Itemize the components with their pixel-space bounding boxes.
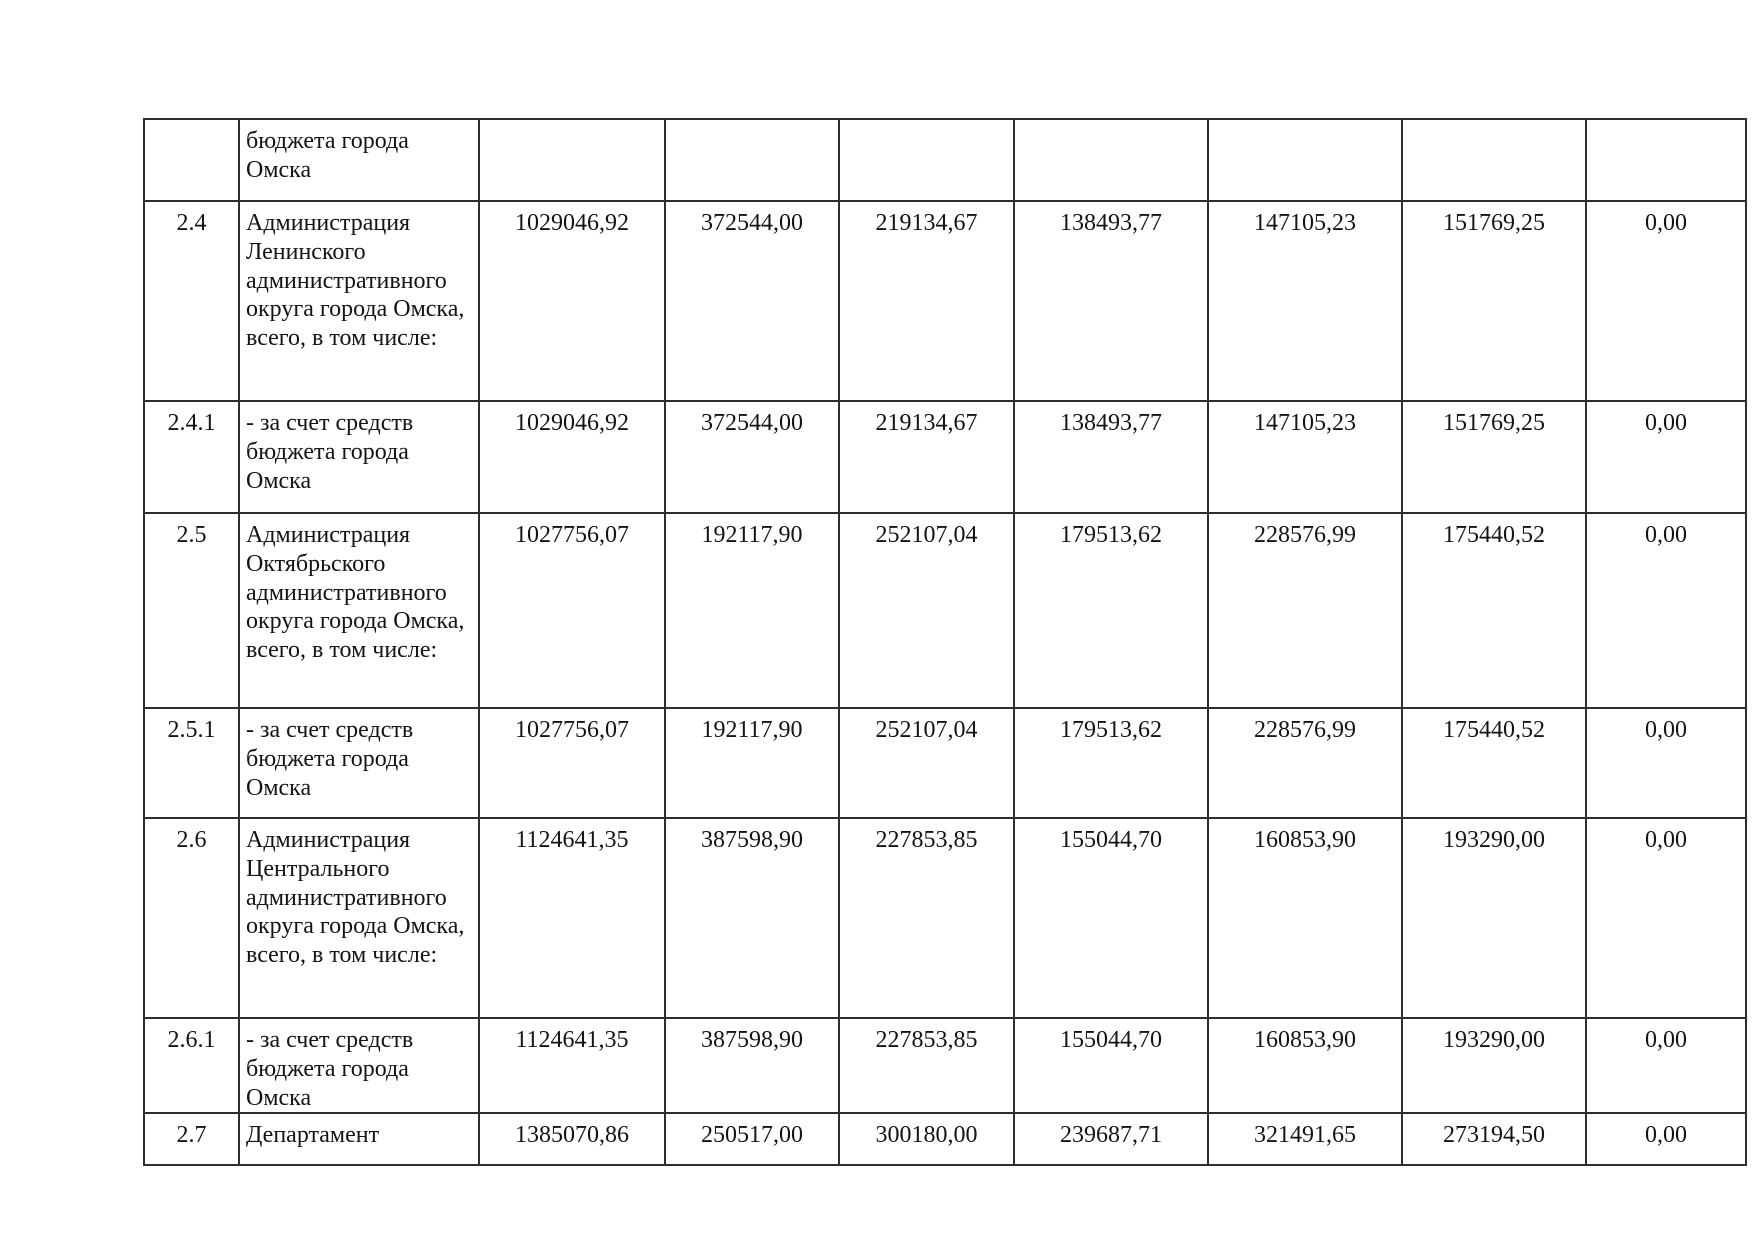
table-row [144, 708, 1746, 818]
value-cell: 228576,99 [1208, 513, 1402, 708]
value-cell: 193290,00 [1402, 818, 1586, 1018]
row-number-cell: 2.6.1 [144, 1018, 239, 1113]
value-cell: 0,00 [1586, 513, 1746, 708]
value-cell: 147105,23 [1208, 201, 1402, 401]
value-cell: 228576,99 [1208, 708, 1402, 818]
value-cell: 372544,00 [665, 401, 839, 513]
table-row [144, 513, 1746, 708]
row-name-cell: - за счет средств бюджета города Омска [239, 1018, 479, 1113]
value-cell: 1029046,92 [479, 201, 665, 401]
value-cell [1402, 119, 1586, 201]
value-cell [1586, 119, 1746, 201]
table-row [144, 119, 1746, 201]
value-cell [1014, 119, 1208, 201]
value-cell: 192117,90 [665, 513, 839, 708]
value-cell: 192117,90 [665, 708, 839, 818]
row-name-cell: - за счет средств бюджета города Омска [239, 401, 479, 513]
budget-table [143, 118, 1747, 1166]
value-cell: 160853,90 [1208, 1018, 1402, 1113]
table-row [144, 401, 1746, 513]
row-name-cell: Администрация Ленинского административного округа города Омска, всего, в том числе: [239, 201, 479, 401]
value-cell: 1027756,07 [479, 513, 665, 708]
row-number-cell: 2.4.1 [144, 401, 239, 513]
value-cell: 1029046,92 [479, 401, 665, 513]
row-number-cell: 2.4 [144, 201, 239, 401]
value-cell [665, 119, 839, 201]
value-cell: 138493,77 [1014, 401, 1208, 513]
value-cell: 321491,65 [1208, 1113, 1402, 1165]
value-cell: 147105,23 [1208, 401, 1402, 513]
value-cell: 160853,90 [1208, 818, 1402, 1018]
row-name-cell: бюджета города Омска [239, 119, 479, 201]
value-cell: 227853,85 [839, 818, 1014, 1018]
row-number-cell: 2.6 [144, 818, 239, 1018]
row-number-cell: 2.5.1 [144, 708, 239, 818]
row-name-cell: Администрация Октябрьского административного округа города Омска, всего, в том числе: [239, 513, 479, 708]
row-number-cell: 2.5 [144, 513, 239, 708]
value-cell: 300180,00 [839, 1113, 1014, 1165]
value-cell [1208, 119, 1402, 201]
row-number-cell: 2.7 [144, 1113, 239, 1165]
value-cell: 151769,25 [1402, 201, 1586, 401]
value-cell: 0,00 [1586, 1113, 1746, 1165]
value-cell [839, 119, 1014, 201]
value-cell: 0,00 [1586, 818, 1746, 1018]
value-cell: 1124641,35 [479, 818, 665, 1018]
table-row [144, 201, 1746, 401]
value-cell: 250517,00 [665, 1113, 839, 1165]
value-cell: 1124641,35 [479, 1018, 665, 1113]
value-cell: 175440,52 [1402, 513, 1586, 708]
value-cell: 151769,25 [1402, 401, 1586, 513]
value-cell: 252107,04 [839, 708, 1014, 818]
value-cell: 239687,71 [1014, 1113, 1208, 1165]
row-name-cell: Администрация Центрального административного округа города Омска, всего, в том числе: [239, 818, 479, 1018]
value-cell: 0,00 [1586, 201, 1746, 401]
value-cell: 175440,52 [1402, 708, 1586, 818]
value-cell: 0,00 [1586, 708, 1746, 818]
value-cell: 138493,77 [1014, 201, 1208, 401]
value-cell: 155044,70 [1014, 1018, 1208, 1113]
value-cell: 387598,90 [665, 1018, 839, 1113]
value-cell: 179513,62 [1014, 513, 1208, 708]
value-cell: 1027756,07 [479, 708, 665, 818]
table-row [144, 1018, 1746, 1113]
row-name-cell: Департамент [239, 1113, 479, 1165]
table-row [144, 818, 1746, 1018]
value-cell: 179513,62 [1014, 708, 1208, 818]
row-name-cell: - за счет средств бюджета города Омска [239, 708, 479, 818]
value-cell [479, 119, 665, 201]
value-cell: 252107,04 [839, 513, 1014, 708]
value-cell: 0,00 [1586, 1018, 1746, 1113]
value-cell: 387598,90 [665, 818, 839, 1018]
value-cell: 0,00 [1586, 401, 1746, 513]
budget-table-body [144, 119, 1746, 1165]
value-cell: 1385070,86 [479, 1113, 665, 1165]
value-cell: 219134,67 [839, 401, 1014, 513]
value-cell: 193290,00 [1402, 1018, 1586, 1113]
row-number-cell [144, 119, 239, 201]
value-cell: 227853,85 [839, 1018, 1014, 1113]
value-cell: 155044,70 [1014, 818, 1208, 1018]
value-cell: 273194,50 [1402, 1113, 1586, 1165]
table-row [144, 1113, 1746, 1165]
value-cell: 219134,67 [839, 201, 1014, 401]
value-cell: 372544,00 [665, 201, 839, 401]
